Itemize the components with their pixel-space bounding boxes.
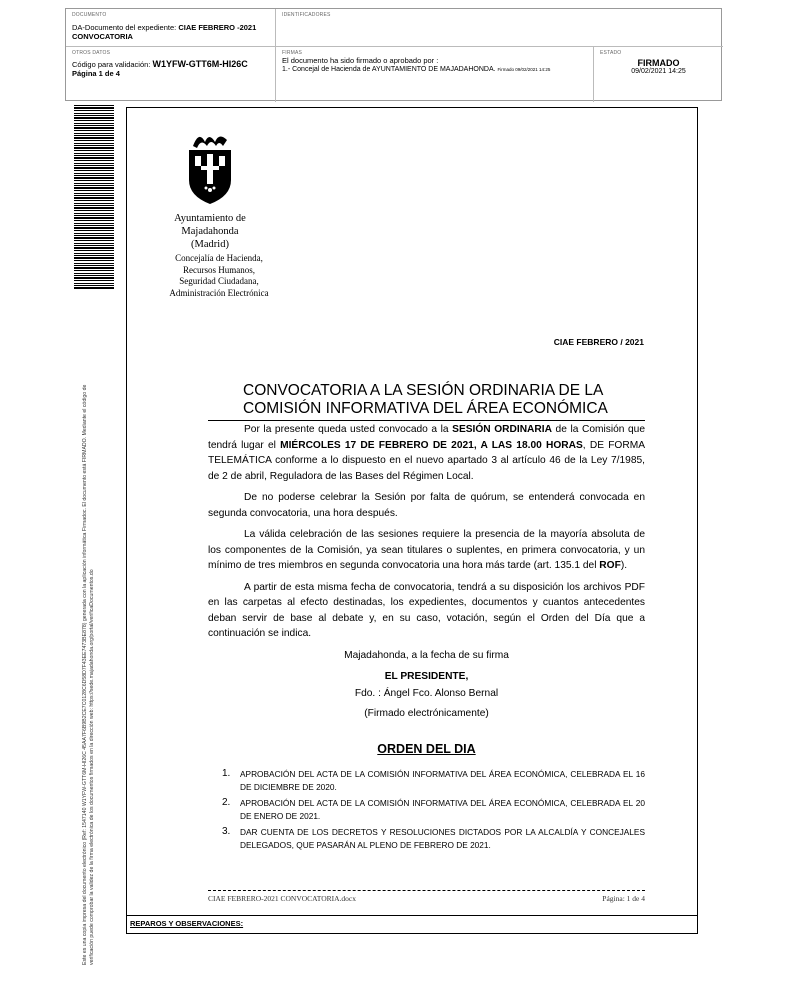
signature-header [65,8,722,101]
barcode-image [74,105,114,290]
identificadores-cell [276,9,723,47]
paragraph-4: A partir de esta misma fecha de convocatoria, tendrá a su disposición los archivos PDF en las carpetas al efecto destinadas, los expedientes, documentos y cuantos antecedentes deban servir de base al debate y, en su caso, votación, según el Orden del Día que a continuación se indica. [208,581,645,639]
document-reference: CIAE FEBRERO / 2021 [553,337,644,347]
documento-label: DOCUMENTO [72,12,107,18]
reparos-observaciones: REPAROS Y OBSERVACIONES: [126,915,698,934]
agenda-item: 1. APROBACIÓN DEL ACTA DE LA COMISIÓN INFORMATIVA DEL ÁREA ECONÓMICA, CELEBRADA EL 16 DE DICIEMBRE DE 2020. [222,768,645,792]
title-underline [208,420,645,421]
estado-value: FIRMADO [637,58,680,68]
document-body [208,422,645,648]
signature-note: (Firmado electrónicamente) [364,708,489,719]
verification-side-text [82,305,96,965]
document-title: CONVOCATORIA A LA SESIÓN ORDINARIA DE LA COMISIÓN INFORMATIVA DEL ÁREA ECONÓMICA [243,382,608,417]
side-text-line1: Este es una copia impresa del documento electrónico (Ref: 1547140 W1YFW-GTT6M-HI26C 45AA7F6B9B2CE7C0128C6D58D7F43EE7473BE878) generada con la aplicación informática Firmadoc. El documento está FIRMADO. Mediante el código de [82,384,88,965]
firmas-line1: El documento ha sido firmado o aprobado por : [282,56,439,65]
estado-cell [594,47,723,102]
footer-page-number: Página: 1 de 4 [602,894,645,903]
identificadores-label: IDENTIFICADORES [282,12,331,18]
paragraph-2: De no poderse celebrar la Sesión por falta de quórum, se entenderá convocada en segunda convocatoria, una hora después. [208,492,645,519]
page-footer [208,890,645,903]
otros-datos-label: OTROS DATOS [72,50,111,56]
org-name: Ayuntamiento de Majadahonda (Madrid) [174,213,246,250]
estado-label: ESTADO [600,50,622,56]
agenda-item: 3. DAR CUENTA DE LOS DECRETOS Y RESOLUCIONES DICTADOS POR LA ALCALDÍA Y CONCEJALES DELEGADOS, QUE PASARÁN AL PLENO DE FEBRERO DE 2021. [222,826,645,850]
paragraph-1: Por la presente queda usted convocado a la SESIÓN ORDINARIA de la Comisión que tendrá lugar el MIÉRCOLES 17 DE FEBRERO DE 2021, A LAS 18.00 HORAS, DE FORMA TELEMÁTICA conforme a lo dispuesto en el nuevo apartado 3 al artículo 46 de la Ley 7/1985, de 2 de abril, Reguladora de las Bases del Régimen Local. [208,424,645,482]
firmas-line2: 1.- Concejal de Hacienda de AYUNTAMIENTO DE MAJADAHONDA. Firmado 09/02/2021 14:25 [282,66,551,73]
agenda-list [222,768,645,855]
documento-cell [66,9,276,47]
signature-place: Majadahonda, a la fecha de su firma [344,650,509,661]
page-count: Página 1 de 4 [72,69,120,78]
majadahonda-crest-icon [185,128,235,206]
otros-datos-cell [66,47,276,102]
side-text-line2: verificación puede comprobar la validez de la firma electrónica de los documentos firmados en la dirección web: https://sede.majadahonda.org/portal/verificaDocumentos.do [89,569,95,965]
paragraph-3: La válida celebración de las sesiones requiere la presencia de la mayoría absoluta de los componentes de la Comisión, ya sean titulares o suplentes, en primera convocatoria, y un mínimo de tres miembros en segunda convocatoria una hora más tarde (art. 135.1 del ROF). [208,529,645,571]
firmas-cell [276,47,594,102]
documento-value: DA-Documento del expediente: CIAE FEBRERO -2021 CONVOCATORIA [72,23,257,41]
signature-role: EL PRESIDENTE, [384,671,469,682]
org-department: Concejalía de Hacienda, Recursos Humanos, Seguridad Ciudadana, Administración Electrónica [169,253,269,298]
signature-name: Fdo. : Ángel Fco. Alonso Bernal [354,688,499,699]
validation-code: Código para validación: W1YFW-GTT6M-HI26C [72,59,248,69]
firmas-label: FIRMAS [282,50,303,56]
footer-filename: CIAE FEBRERO-2021 CONVOCATORIA.docx [208,894,356,903]
estado-date: 09/02/2021 14:25 [631,68,686,75]
agenda-item: 2. APROBACIÓN DEL ACTA DE LA COMISIÓN INFORMATIVA DEL ÁREA ECONÓMICA, CELEBRADA EL 20 DE ENERO DE 2021. [222,797,645,821]
agenda-title: ORDEN DEL DIA [377,742,476,756]
